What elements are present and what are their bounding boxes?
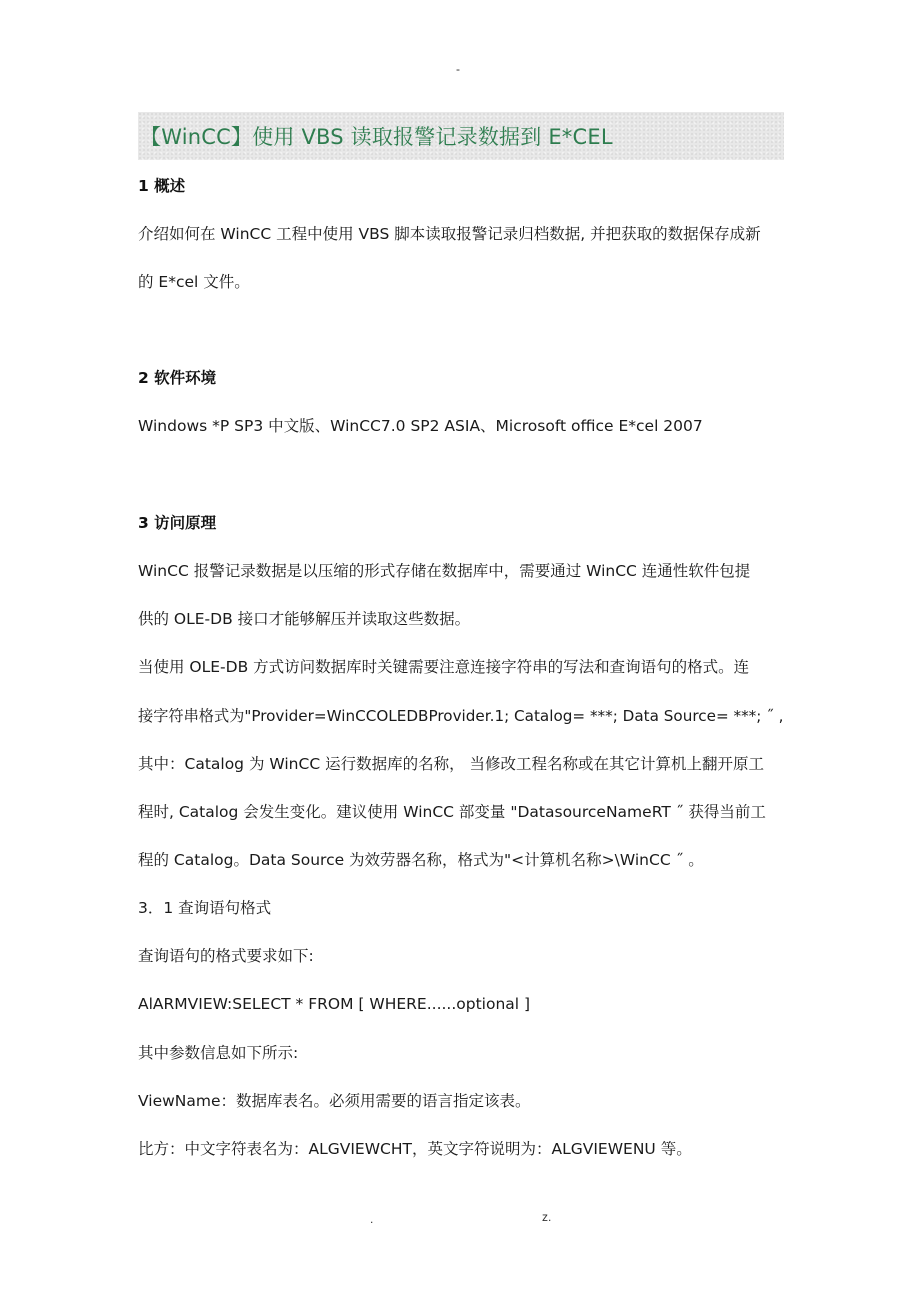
code-line: AlARMVIEW:SELECT * FROM [ WHERE......optional ] xyxy=(138,995,531,1013)
paragraph-line: 当使用 OLE-DB 方式访问数据库时关键需要注意连接字符串的写法和查询语句的格式。连 xyxy=(138,658,750,676)
article-title-banner xyxy=(138,112,784,160)
paragraph-line: 介绍如何在 WinCC 工程中使用 VBS 脚本读取报警记录归档数据, 并把获取的数据保存成新 xyxy=(138,225,761,243)
paragraph-line: 接字符串格式为"Provider=WinCCOLEDBProvider.1; Catalog= ***; Data Source= ***; ˝ , xyxy=(138,707,784,725)
paragraph-line: 其中：Catalog 为 WinCC 运行数据库的名称， 当修改工程名称或在其它计算机上翻开原工 xyxy=(138,755,764,773)
section-heading-environment: 2 软件环境 xyxy=(138,369,217,387)
page-footer-left: . xyxy=(370,1212,374,1226)
paragraph-line: ViewName：数据库表名。必须用需要的语言指定该表。 xyxy=(138,1092,531,1110)
section-heading-overview: 1 概述 xyxy=(138,177,186,195)
paragraph-line: 程时, Catalog 会发生变化。建议使用 WinCC 部变量 "DatasourceNameRT ˝ 获得当前工 xyxy=(138,803,766,821)
page-footer-right: z. xyxy=(542,1210,552,1224)
paragraph-line: 比方：中文字符表名为：ALGVIEWCHT，英文字符说明为：ALGVIEWENU 等。 xyxy=(138,1140,692,1158)
paragraph-line: 的 E*cel 文件。 xyxy=(138,273,250,291)
paragraph-line: Windows *P SP3 中文版、WinCC7.0 SP2 ASIA、Microsoft office E*cel 2007 xyxy=(138,417,703,435)
paragraph-line: WinCC 报警记录数据是以压缩的形式存储在数据库中，需要通过 WinCC 连通性软件包提 xyxy=(138,562,751,580)
subsection-heading-query: 3．1 查询语句格式 xyxy=(138,899,272,917)
article-title: 【WinCC】使用 VBS 读取报警记录数据到 E*CEL xyxy=(140,125,613,149)
paragraph-line: 程的 Catalog。Data Source 为效劳器名称，格式为"<计算机名称>\WinCC ˝ 。 xyxy=(138,851,704,869)
paragraph-line: 其中参数信息如下所示: xyxy=(138,1044,299,1062)
section-heading-principle: 3 访问原理 xyxy=(138,514,217,532)
paragraph-line: 查询语句的格式要求如下: xyxy=(138,947,314,965)
paragraph-line: 供的 OLE-DB 接口才能够解压并读取这些数据。 xyxy=(138,610,471,628)
page-header-mark: - xyxy=(456,62,460,76)
